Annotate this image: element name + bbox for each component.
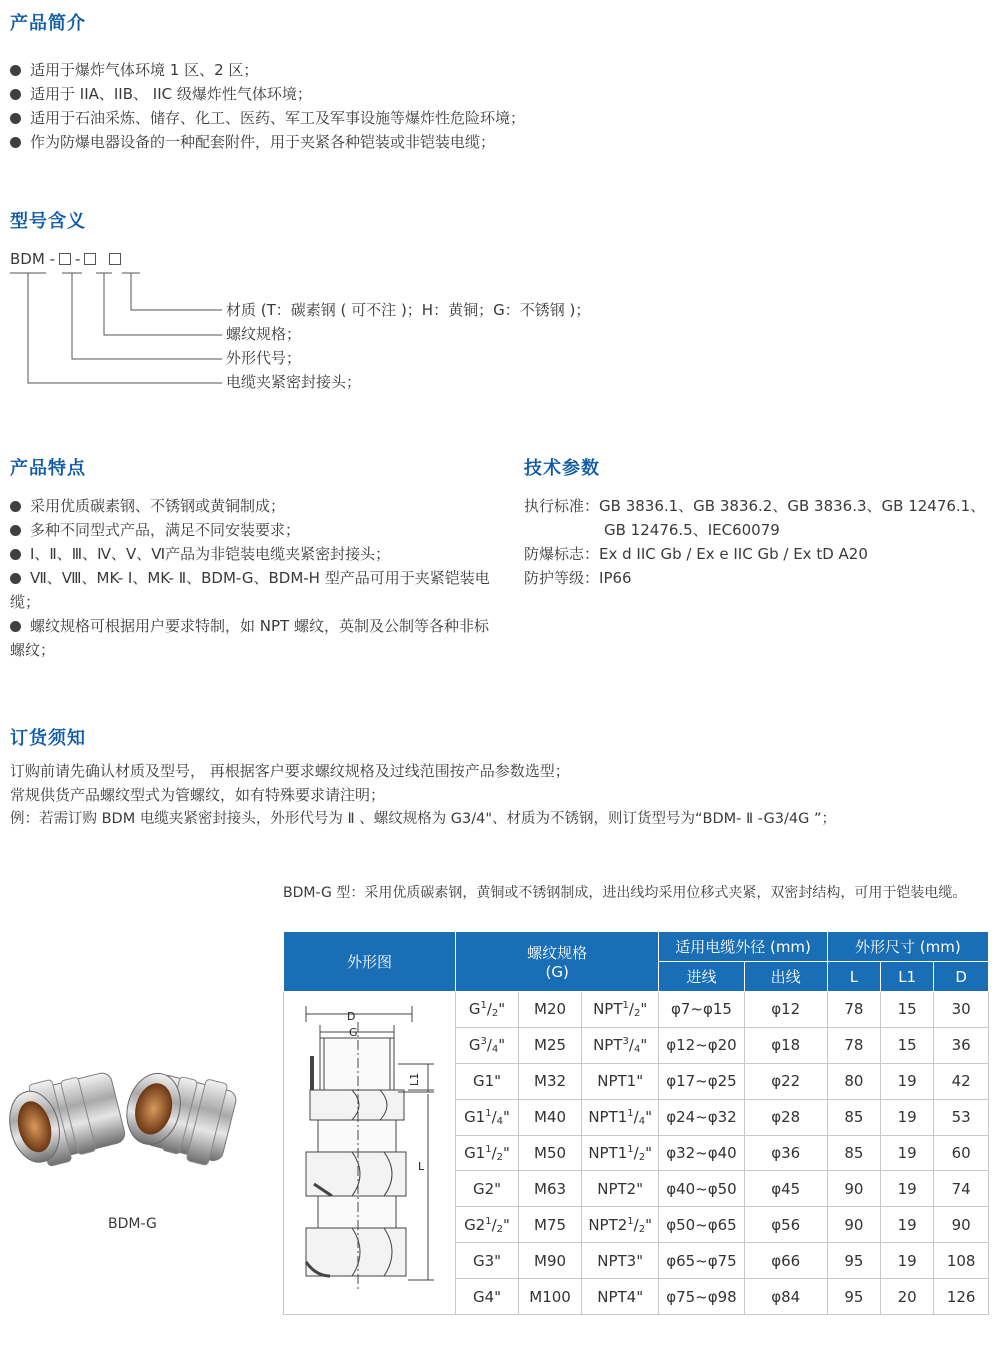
cell-g: $G1^1/_2$": [455, 1135, 518, 1171]
cell-npt: NPT4": [582, 1279, 659, 1315]
outline-drawing-cell: [284, 992, 456, 1315]
dim-label-L: L: [418, 1160, 425, 1173]
cell-out: φ66: [744, 1243, 827, 1279]
cell-D: 108: [934, 1243, 989, 1279]
cell-in: φ75~φ98: [659, 1279, 744, 1315]
cell-in: φ40~φ50: [659, 1171, 744, 1207]
cell-out: φ45: [744, 1171, 827, 1207]
cell-L1: 20: [881, 1279, 934, 1315]
cell-L1: 19: [881, 1063, 934, 1099]
bullet-dot-icon: [10, 501, 21, 512]
cell-npt: $NPT2^1/_2$": [582, 1207, 659, 1243]
cell-out: φ36: [744, 1135, 827, 1171]
cell-L: 90: [827, 1207, 880, 1243]
cell-m: M50: [519, 1135, 582, 1171]
table-row: [284, 992, 989, 1028]
cell-L1: 15: [881, 1027, 934, 1063]
cell-L: 95: [827, 1243, 880, 1279]
cell-L1: 19: [881, 1207, 934, 1243]
header-cable-out: 出线: [744, 962, 827, 992]
cell-m: M32: [519, 1063, 582, 1099]
cell-out: φ18: [744, 1027, 827, 1063]
photo-caption: BDM-G: [108, 1216, 157, 1232]
model-title: 型号含义: [10, 211, 86, 232]
cell-out: φ56: [744, 1207, 827, 1243]
cell-m: M20: [519, 992, 582, 1028]
header-D: D: [934, 962, 989, 992]
cell-L1: 15: [881, 992, 934, 1028]
model-bracket-lines: [0, 265, 230, 390]
list-item: 多种不同型式产品，满足不同安装要求；: [10, 518, 300, 542]
cell-npt: NPT3": [582, 1243, 659, 1279]
cell-in: φ50~φ65: [659, 1207, 744, 1243]
model-code: BDM - -: [10, 247, 125, 271]
tech-row: 防爆标志：Ex d IIC Gb / Ex e IIC Gb / Ex tD A20: [524, 545, 868, 563]
list-item: 采用优质碳素钢、不锈钢或黄铜制成；: [10, 494, 285, 518]
bullet-dot-icon: [10, 89, 21, 100]
bullet-dot-icon: [10, 113, 21, 124]
list-item: 作为防爆电器设备的一种配套附件，用于夹紧各种铠装或非铠装电缆；: [10, 130, 495, 154]
cell-D: 126: [934, 1279, 989, 1315]
cell-out: φ12: [744, 992, 827, 1028]
list-item: Ⅶ、Ⅷ、MK- Ⅰ、MK- Ⅱ、BDM-G、BDM-H 型产品可用于夹紧铠装电缆；: [10, 569, 490, 611]
cell-m: M100: [519, 1279, 582, 1315]
cell-in: φ65~φ75: [659, 1243, 744, 1279]
header-L1: L1: [881, 962, 934, 992]
bullet-dot-icon: [10, 621, 21, 632]
placeholder-box-icon: [84, 253, 96, 265]
cell-D: 60: [934, 1135, 989, 1171]
model-item: 螺纹规格；: [226, 325, 302, 343]
placeholder-box-icon: [59, 253, 71, 265]
cell-g: G4": [455, 1279, 518, 1315]
cell-out: φ84: [744, 1279, 827, 1315]
cell-npt: $NPT1^1/_2$": [582, 1135, 659, 1171]
dim-label-L1: L1: [408, 1072, 422, 1086]
cell-g: $G^1/_2$": [455, 992, 518, 1028]
cell-npt: NPT2": [582, 1171, 659, 1207]
cell-g: G3": [455, 1243, 518, 1279]
product-description: BDM-G 型：采用优质碳素钢，黄铜或不锈钢制成，进出线均采用位移式夹紧，双密封结构，可用于铠装电缆。: [283, 885, 967, 901]
cell-L: 95: [827, 1279, 880, 1315]
list-item: Ⅰ、Ⅱ、Ⅲ、Ⅳ、Ⅴ、Ⅵ产品为非铠装电缆夹紧密封接头；: [10, 542, 390, 566]
features-title: 产品特点: [10, 458, 86, 479]
bullet-dot-icon: [10, 525, 21, 536]
tech-row-cont: GB 12476.5、IEC60079: [604, 521, 780, 539]
model-item: 材质 (T：碳素钢 ( 可不注 )；H：黄铜；G：不锈钢 )；: [226, 301, 591, 319]
dim-label-D: D: [347, 1010, 356, 1023]
cell-npt: $NPT1^1/_4$": [582, 1099, 659, 1135]
list-item: 适用于 IIA、IIB、 IIC 级爆炸性气体环境；: [10, 82, 312, 106]
header-dims: 外形尺寸 (mm): [827, 932, 988, 962]
tech-row: 防护等级：IP66: [524, 569, 632, 587]
cell-D: 74: [934, 1171, 989, 1207]
order-line: 例：若需订购 BDM 电缆夹紧密封接头，外形代号为 Ⅱ 、螺纹规格为 G3/4"、材质为不锈钢，则订货型号为“BDM- Ⅱ -G3/4G ”；: [10, 811, 836, 827]
bullet-dot-icon: [10, 65, 21, 76]
cell-D: 42: [934, 1063, 989, 1099]
cell-L: 90: [827, 1171, 880, 1207]
cell-m: M25: [519, 1027, 582, 1063]
cell-in: φ17~φ25: [659, 1063, 744, 1099]
cell-in: φ12~φ20: [659, 1027, 744, 1063]
bullet-dot-icon: [10, 549, 21, 560]
cell-out: φ22: [744, 1063, 827, 1099]
cell-m: M40: [519, 1099, 582, 1135]
header-cable: 适用电缆外径 (mm): [659, 932, 827, 962]
order-line: 订购前请先确认材质及型号， 再根据客户要求螺纹规格及过线范围按产品参数选型；: [10, 762, 570, 780]
order-title: 订货须知: [10, 728, 86, 749]
list-item: 适用于石油采炼、储存、化工、医药、军工及军事设施等爆炸性危险环境；: [10, 106, 525, 130]
intro-title: 产品简介: [10, 13, 86, 34]
dim-label-G: G: [349, 1026, 358, 1039]
header-figure: 外形图: [284, 932, 456, 992]
cell-L1: 19: [881, 1135, 934, 1171]
placeholder-box-icon: [109, 253, 121, 265]
cell-m: M63: [519, 1171, 582, 1207]
cell-g: G1": [455, 1063, 518, 1099]
cell-in: φ7~φ15: [659, 992, 744, 1028]
cell-npt: $NPT^1/_2$": [582, 992, 659, 1028]
cell-D: 90: [934, 1207, 989, 1243]
list-item: 适用于爆炸气体环境 1 区、2 区；: [10, 58, 258, 82]
outline-drawing: [284, 992, 454, 1310]
cell-npt: NPT1": [582, 1063, 659, 1099]
cell-D: 53: [934, 1099, 989, 1135]
header-thread: 螺纹规格 (G): [455, 932, 658, 992]
cell-g: $G1^1/_4$": [455, 1099, 518, 1135]
cell-L1: 19: [881, 1171, 934, 1207]
tech-title: 技术参数: [524, 458, 600, 479]
bullet-dot-icon: [10, 573, 21, 584]
model-item: 外形代号；: [226, 349, 302, 367]
product-photo: [0, 1040, 260, 1210]
header-cable-in: 进线: [659, 962, 744, 992]
order-line: 常规供货产品螺纹型式为管螺纹，如有特殊要求请注明；: [10, 786, 386, 804]
cell-g: $G2^1/_2$": [455, 1207, 518, 1243]
cell-out: φ28: [744, 1099, 827, 1135]
header-L: L: [827, 962, 880, 992]
cell-L1: 19: [881, 1243, 934, 1279]
list-item: 螺纹规格可根据用户要求特制，如 NPT 螺纹，英制及公制等各种非标螺纹；: [10, 617, 489, 659]
cell-D: 30: [934, 992, 989, 1028]
cell-L: 85: [827, 1135, 880, 1171]
cell-D: 36: [934, 1027, 989, 1063]
cell-L: 78: [827, 992, 880, 1028]
cell-L1: 19: [881, 1099, 934, 1135]
tech-row: 执行标准：GB 3836.1、GB 3836.2、GB 3836.3、GB 12476.1、: [524, 497, 986, 515]
bullet-dot-icon: [10, 137, 21, 148]
model-item: 电缆夹紧密封接头；: [226, 373, 362, 391]
cell-m: M90: [519, 1243, 582, 1279]
spec-table: [283, 931, 989, 1315]
cell-in: φ32~φ40: [659, 1135, 744, 1171]
cell-g: $G^3/_4$": [455, 1027, 518, 1063]
cell-L: 80: [827, 1063, 880, 1099]
cell-in: φ24~φ32: [659, 1099, 744, 1135]
cell-L: 78: [827, 1027, 880, 1063]
cell-L: 85: [827, 1099, 880, 1135]
cell-npt: $NPT^3/_4$": [582, 1027, 659, 1063]
cell-g: G2": [455, 1171, 518, 1207]
cell-m: M75: [519, 1207, 582, 1243]
